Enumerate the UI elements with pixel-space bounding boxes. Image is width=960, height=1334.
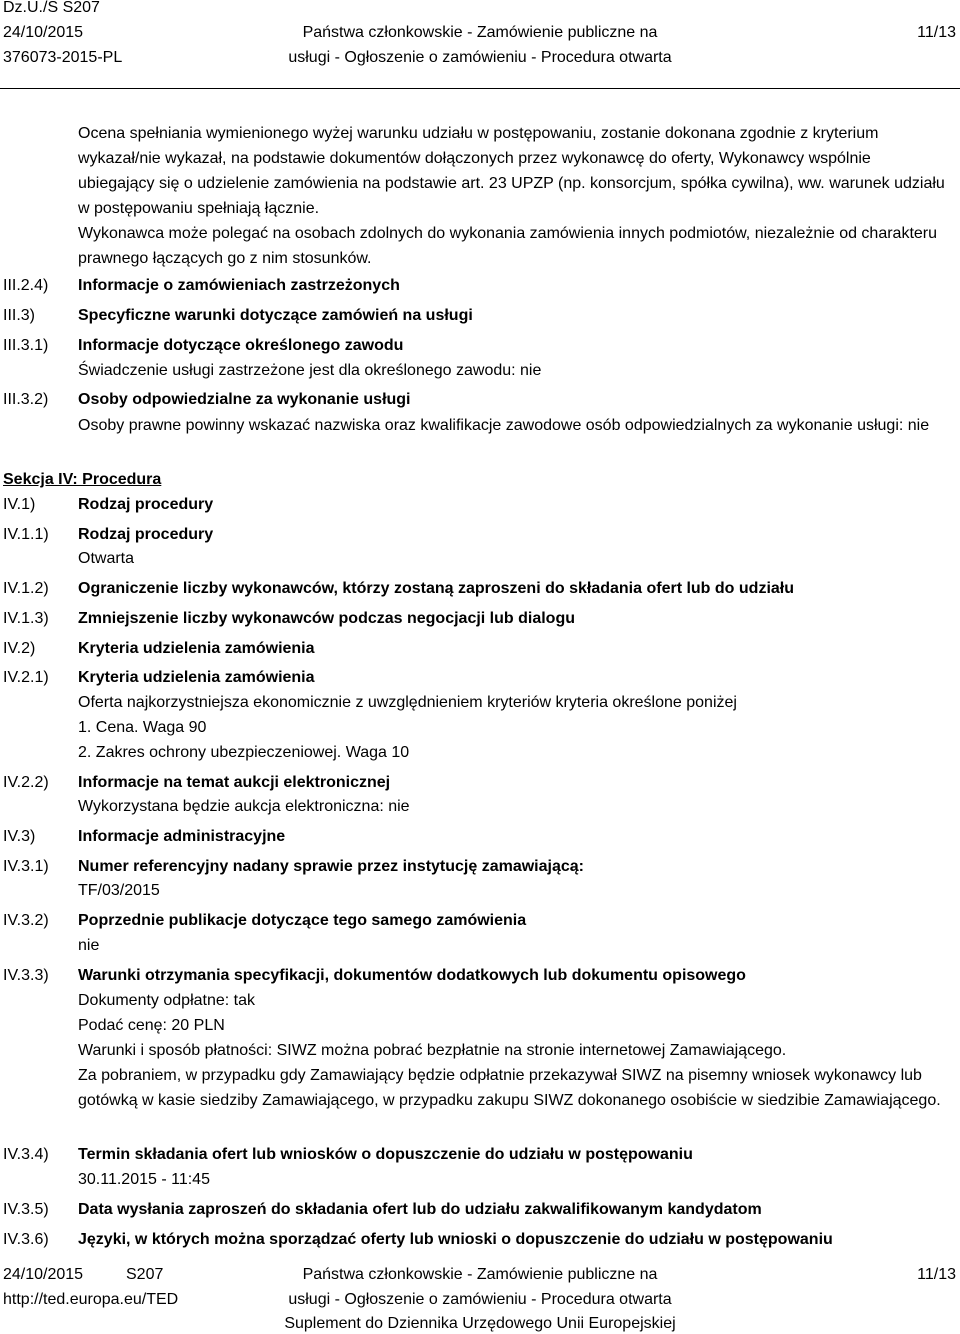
section-heading: Osoby odpowiedzialne za wykonanie usługi [78, 391, 411, 408]
reliance-on-others-text: Wykonawca może polegać na osobach zdolnych do wykonania zamówienia innych podmiotów, niezależnie od charakteru prawnego łączących go z nim stosunków. [78, 225, 938, 267]
section-text: Dokumenty odpłatne: tak [78, 992, 255, 1009]
section-iv-title: Sekcja IV: Procedura [3, 471, 162, 488]
section-number: IV.3) [3, 828, 36, 845]
section-text: nie [78, 937, 100, 954]
section-text: Osoby prawne powinny wskazać nazwiska oraz kwalifikacje zawodowe osób odpowiedzialnych za wykonanie usługi: nie [78, 417, 930, 434]
section-number: III.3.2) [3, 391, 49, 408]
qualification-assessment-text: Ocena spełniania wymienionego wyżej warunku udziału w postępowaniu, zostanie dokonana zgodnie z kryterium wykazał/nie wykazał, na podstawie dokumentów dołączonych przez wykonawcę do oferty, Wykonawcy wspólnie ubiegający się o udzielenie zamówienia na podstawie art. 23 UPZP (np. konsorcjum, spółka cywilna), ww. warunek udziału w postępowaniu spełniają łącznie. [78, 125, 945, 217]
section-heading: Warunki otrzymania specyfikacji, dokumentów dodatkowych lub dokumentu opisowego [78, 967, 746, 984]
reference-number: TF/03/2015 [78, 882, 160, 899]
section-heading: Kryteria udzielenia zamówienia [78, 669, 315, 686]
section-number: IV.3.6) [3, 1231, 49, 1248]
section-text: Oferta najkorzystniejsza ekonomicznie z uwzględnieniem kryteriów kryteria określone poniżej [78, 694, 737, 711]
section-heading: Numer referencyjny nadany sprawie przez instytucję zamawiającą: [78, 858, 584, 875]
section-number: IV.3.4) [3, 1146, 49, 1163]
criterion-item: 1. Cena. Waga 90 [78, 719, 207, 736]
header-title-1: Państwa członkowskie - Zamówienie publiczne na [302, 24, 658, 41]
section-number: IV.2) [3, 640, 36, 657]
section-heading: Termin składania ofert lub wniosków o dopuszczenie do udziału w postępowaniu [78, 1146, 693, 1163]
section-number: IV.1.3) [3, 610, 49, 627]
section-number: IV.1) [3, 496, 36, 513]
section-number: IV.3.3) [3, 967, 49, 984]
section-heading: Kryteria udzielenia zamówienia [78, 640, 315, 657]
section-number: IV.3.1) [3, 858, 49, 875]
section-text: Za pobraniem, w przypadku gdy Zamawiający będzie odpłatnie przekazywał SIWZ na pisemny wniosek wykonawcy lub gotówką w kasie siedziby Zamawiającego, w przypadku zakupu SIWZ dokonanego osobiście w siedzibie Zamawiającego. [78, 1067, 941, 1109]
section-text: Warunki i sposób płatności: SIWZ można pobrać bezpłatnie na stronie internetowej Zamawiającego. [78, 1042, 787, 1059]
footer-series: S207 [126, 1266, 164, 1283]
section-heading: Rodzaj procedury [78, 496, 214, 513]
section-text: Wykorzystana będzie aukcja elektroniczna: nie [78, 798, 410, 815]
section-number: IV.2.1) [3, 669, 49, 686]
section-number: IV.3.5) [3, 1201, 49, 1218]
section-heading: Ograniczenie liczby wykonawców, którzy zostaną zaproszeni do składania ofert lub do udziału [78, 580, 794, 597]
footer-url[interactable]: http://ted.europa.eu/TED [3, 1291, 179, 1308]
section-heading: Rodzaj procedury [78, 526, 214, 543]
section-number: III.3) [3, 307, 36, 324]
section-heading: Informacje administracyjne [78, 828, 286, 845]
footer-title-1: Państwa członkowskie - Zamówienie publiczne na [302, 1266, 658, 1283]
section-text: Otwarta [78, 550, 135, 567]
header-title-2: usługi - Ogłoszenie o zamówieniu - Procedura otwarta [288, 49, 672, 66]
section-number: III.2.4) [3, 277, 49, 294]
section-heading: Informacje dotyczące określonego zawodu [78, 337, 404, 354]
section-heading: Specyficzne warunki dotyczące zamówień na usługi [78, 307, 473, 324]
journal-ref: Dz.U./S S207 [3, 0, 100, 16]
section-text: Podać cenę: 20 PLN [78, 1017, 225, 1034]
deadline-value: 30.11.2015 - 11:45 [78, 1171, 210, 1188]
section-heading: Zmniejszenie liczby wykonawców podczas negocjacji lub dialogu [78, 610, 575, 627]
header-date: 24/10/2015 [3, 24, 84, 41]
section-number: IV.1.2) [3, 580, 49, 597]
section-text: Świadczenie usługi zastrzeżone jest dla określonego zawodu: nie [78, 362, 542, 379]
notice-number: 376073-2015-PL [3, 49, 123, 66]
section-heading: Data wysłania zaproszeń do składania ofert lub do udziału zakwalifikowanym kandydatom [78, 1201, 762, 1218]
section-heading: Informacje o zamówieniach zastrzeżonych [78, 277, 400, 294]
section-number: IV.1.1) [3, 526, 49, 543]
section-number: IV.2.2) [3, 774, 49, 791]
footer-date: 24/10/2015 [3, 1266, 84, 1283]
section-number: IV.3.2) [3, 912, 49, 929]
section-heading: Języki, w których można sporządzać oferty lub wnioski o dopuszczenie do udziału w postępowaniu [78, 1231, 833, 1248]
section-heading: Poprzednie publikacje dotyczące tego samego zamówienia [78, 912, 527, 929]
footer-page-number: 11/13 [917, 1266, 956, 1283]
header-separator [0, 88, 960, 89]
footer-supplement: Suplement do Dziennika Urzędowego Unii Europejskiej [284, 1315, 676, 1332]
section-number: III.3.1) [3, 337, 49, 354]
criterion-item: 2. Zakres ochrony ubezpieczeniowej. Waga 10 [78, 744, 410, 761]
header-page-number: 11/13 [917, 24, 956, 41]
section-heading: Informacje na temat aukcji elektronicznej [78, 774, 391, 791]
footer-title-2: usługi - Ogłoszenie o zamówieniu - Procedura otwarta [288, 1291, 672, 1308]
